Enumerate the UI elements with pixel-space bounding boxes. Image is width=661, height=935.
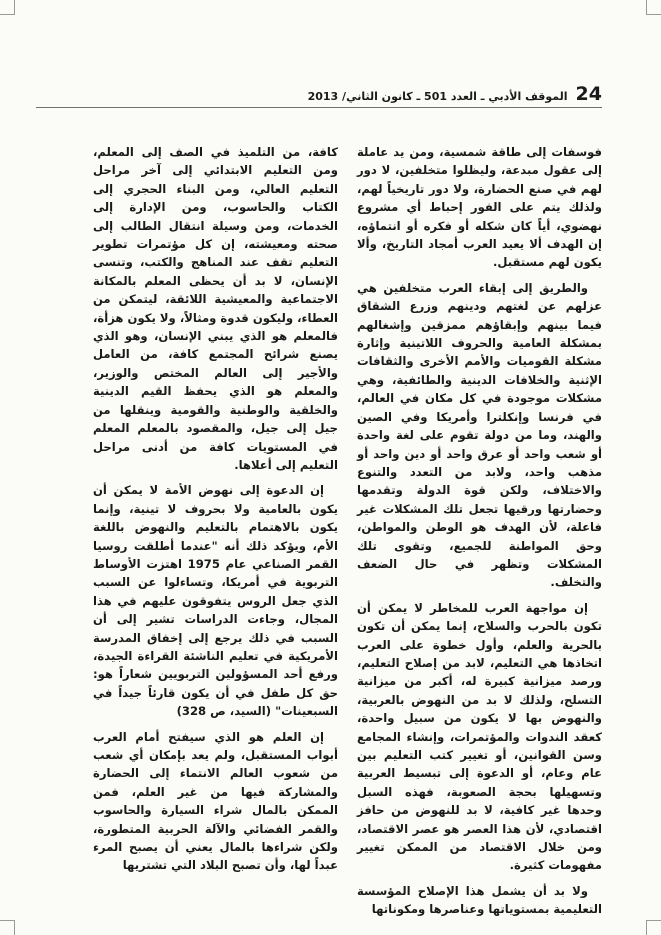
header-rule	[36, 107, 602, 108]
crop-mark-bottom-right	[646, 920, 661, 935]
right-column	[357, 143, 602, 926]
paragraph: إن الدعوة إلى نهوض الأمة لا يمكن أن يكون بالعامية ولا بحروف لا تينية، وإنما يكون بالاهتمام بالتعليم والنهوض باللغة الأم، ويؤكد ذلك أنه "عندما أطلقت روسيا القمر الصناعي عام 1975 اهتزت الأوساط التربوية في أمريكا، وتساءلوا عن السبب الذي جعل الروس يتفوقون عليهم في هذا المجال، وجاءت الدراسات تشير إلى أن السبب في ذلك يرجع إلى إخفاق المدرسة الأمريكية في تعليم الناشئة القراءة الجيدة، ورفع أحد المسؤولين التربويين شعاراً هو: حق كل طفل في أن يكون قارئاً جيداً في السبعينات" (السيد، ص 328)	[93, 483, 338, 719]
paragraph: ولا بد أن يشمل هذا الإصلاح المؤسسة التعليمية بمستوياتها وعناصرها ومكوناتها	[357, 883, 602, 917]
crop-mark-top-right	[646, 0, 661, 15]
paragraph: كافة، من التلميذ في الصف إلى المعلم، ومن التعليم الابتدائي إلى آخر مراحل التعليم العالي، ومن البناء الحجري إلى الكتاب والحاسوب، ومن الإدارة إلى الخدمات، ومن وسيلة انتقال الطالب إلى صحته ومعيشته، إن كل مؤتمرات تطوير التعليم تقف عند المناهج والكتب، وتنسى الإنسان، لا بد أن يحظى المعلم بالمكانة الاجتماعية والمعيشية اللائقة، ليتمكن من العطاء، وليكون قدوة ومثالاً، ولا يكون هزأة، فالمعلم هو الذي يبني الإنسان، وهو الذي يصنع شرائح المجتمع كافة، من العامل والأجير إلى العالم المختص والوزير، والمعلم هو الذي يحفظ القيم الدينية والخلقية والوطنية والقومية وينقلها من جيل إلى جيل، والمقصود بالمعلم المعلم في المستويات كافة من أدنى مراحل التعليم إلى أعلاها.	[93, 145, 338, 472]
paragraph: فوسفات إلى طاقة شمسية، ومن يد عاملة إلى عقول مبدعة، وليظلوا متخلفين، لا دور لهم في صنع الحضارة، ولا دور تاريخياً لهم، ولذلك يتم على الفور إحباط أي مشروع نهضوي، أياً كان شكله أو فكره أو انتماؤه، إن الهدف ألا يعيد العرب أمجاد التاريخ، وألا يكون لهم مستقبل.	[357, 145, 602, 270]
paragraph: والطريق إلى إبقاء العرب متخلفين هي عزلهم عن لغتهم ودينهم وزرع الشقاق فيما بينهم وإبقاؤهم ممزقين وإشغالهم بمشكلة العامية والحروف اللاتينية وإثارة مشكلة القوميات والأمم الأخرى والثقافات الإثنية والخلافات الدينية والطائفية، وهي مشكلات موجودة في كل مكان في العالم، في فرنسا وإنكلترا وأمريكا وفي الصين والهند، وما من دولة تقوم على لغة واحدة أو شعب واحد أو عرق واحد أو دين واحد أو مذهب واحد، ولابد من التعدد والتنوع والاختلاف، ولكن قوة الدولة وتقدمها وحضارتها ورقيها تجعل تلك المشكلات غير فاعلة، لأن الهدف هو الوطن والمواطن، وحق المواطنة للجميع، وتقوى تلك المشكلات وتظهر في حال الضعف والتخلف.	[357, 280, 602, 590]
page-header	[307, 83, 602, 105]
paragraph: إن مواجهة العرب للمخاطر لا يمكن أن تكون بالحرب والسلاح، إنما يمكن أن تكون بالحرية والعلم، وأول خطوة على العرب اتخاذها هي التعليم، لابد من إصلاح التعليم، ورصد ميزانية كبيرة له، أكبر من ميزانية التسلح، ولذلك لا بد من النهوض بالعربية، والنهوض بها لا يكون من سبيل واحدة، كعقد الندوات والمؤتمرات، وإنشاء المجامع وسن القوانين، أو تغيير كتب التعليم بين عام وعام، أو الدعوة إلى تبسيط العربية وتسهيلها بحجة الصعوبة، فهذه السبل وحدها غير كافية، لا بد للنهوض من حافز اقتصادي، لأن هذا العصر هو عصر الاقتصاد، ومن خلال الاقتصاد من الممكن تغيير مفهومات كثيرة.	[357, 600, 602, 873]
paragraph: إن العلم هو الذي سيفتح أمام العرب أبواب المستقبل، ولم يعد بإمكان أي شعب من شعوب العالم الانتماء إلى الحضارة والمشاركة فيها من غير العلم، فمن الممكن بالمال شراء السيارة والحاسوب والقمر الفضائي والآلة الحربية المتطورة، ولكن شراءها بالمال يعني أن يصبح المرء عبداً لها، وأن تصبح البلاد التي تشتريها	[93, 729, 338, 873]
running-title: الموقف الأدبي ـ العدد 501 ـ كانون الثاني/ 2013	[307, 90, 568, 103]
crop-mark-bottom-left	[0, 920, 15, 935]
page-number: 24	[575, 83, 602, 105]
left-column	[93, 143, 338, 882]
crop-mark-top-left	[0, 0, 15, 15]
